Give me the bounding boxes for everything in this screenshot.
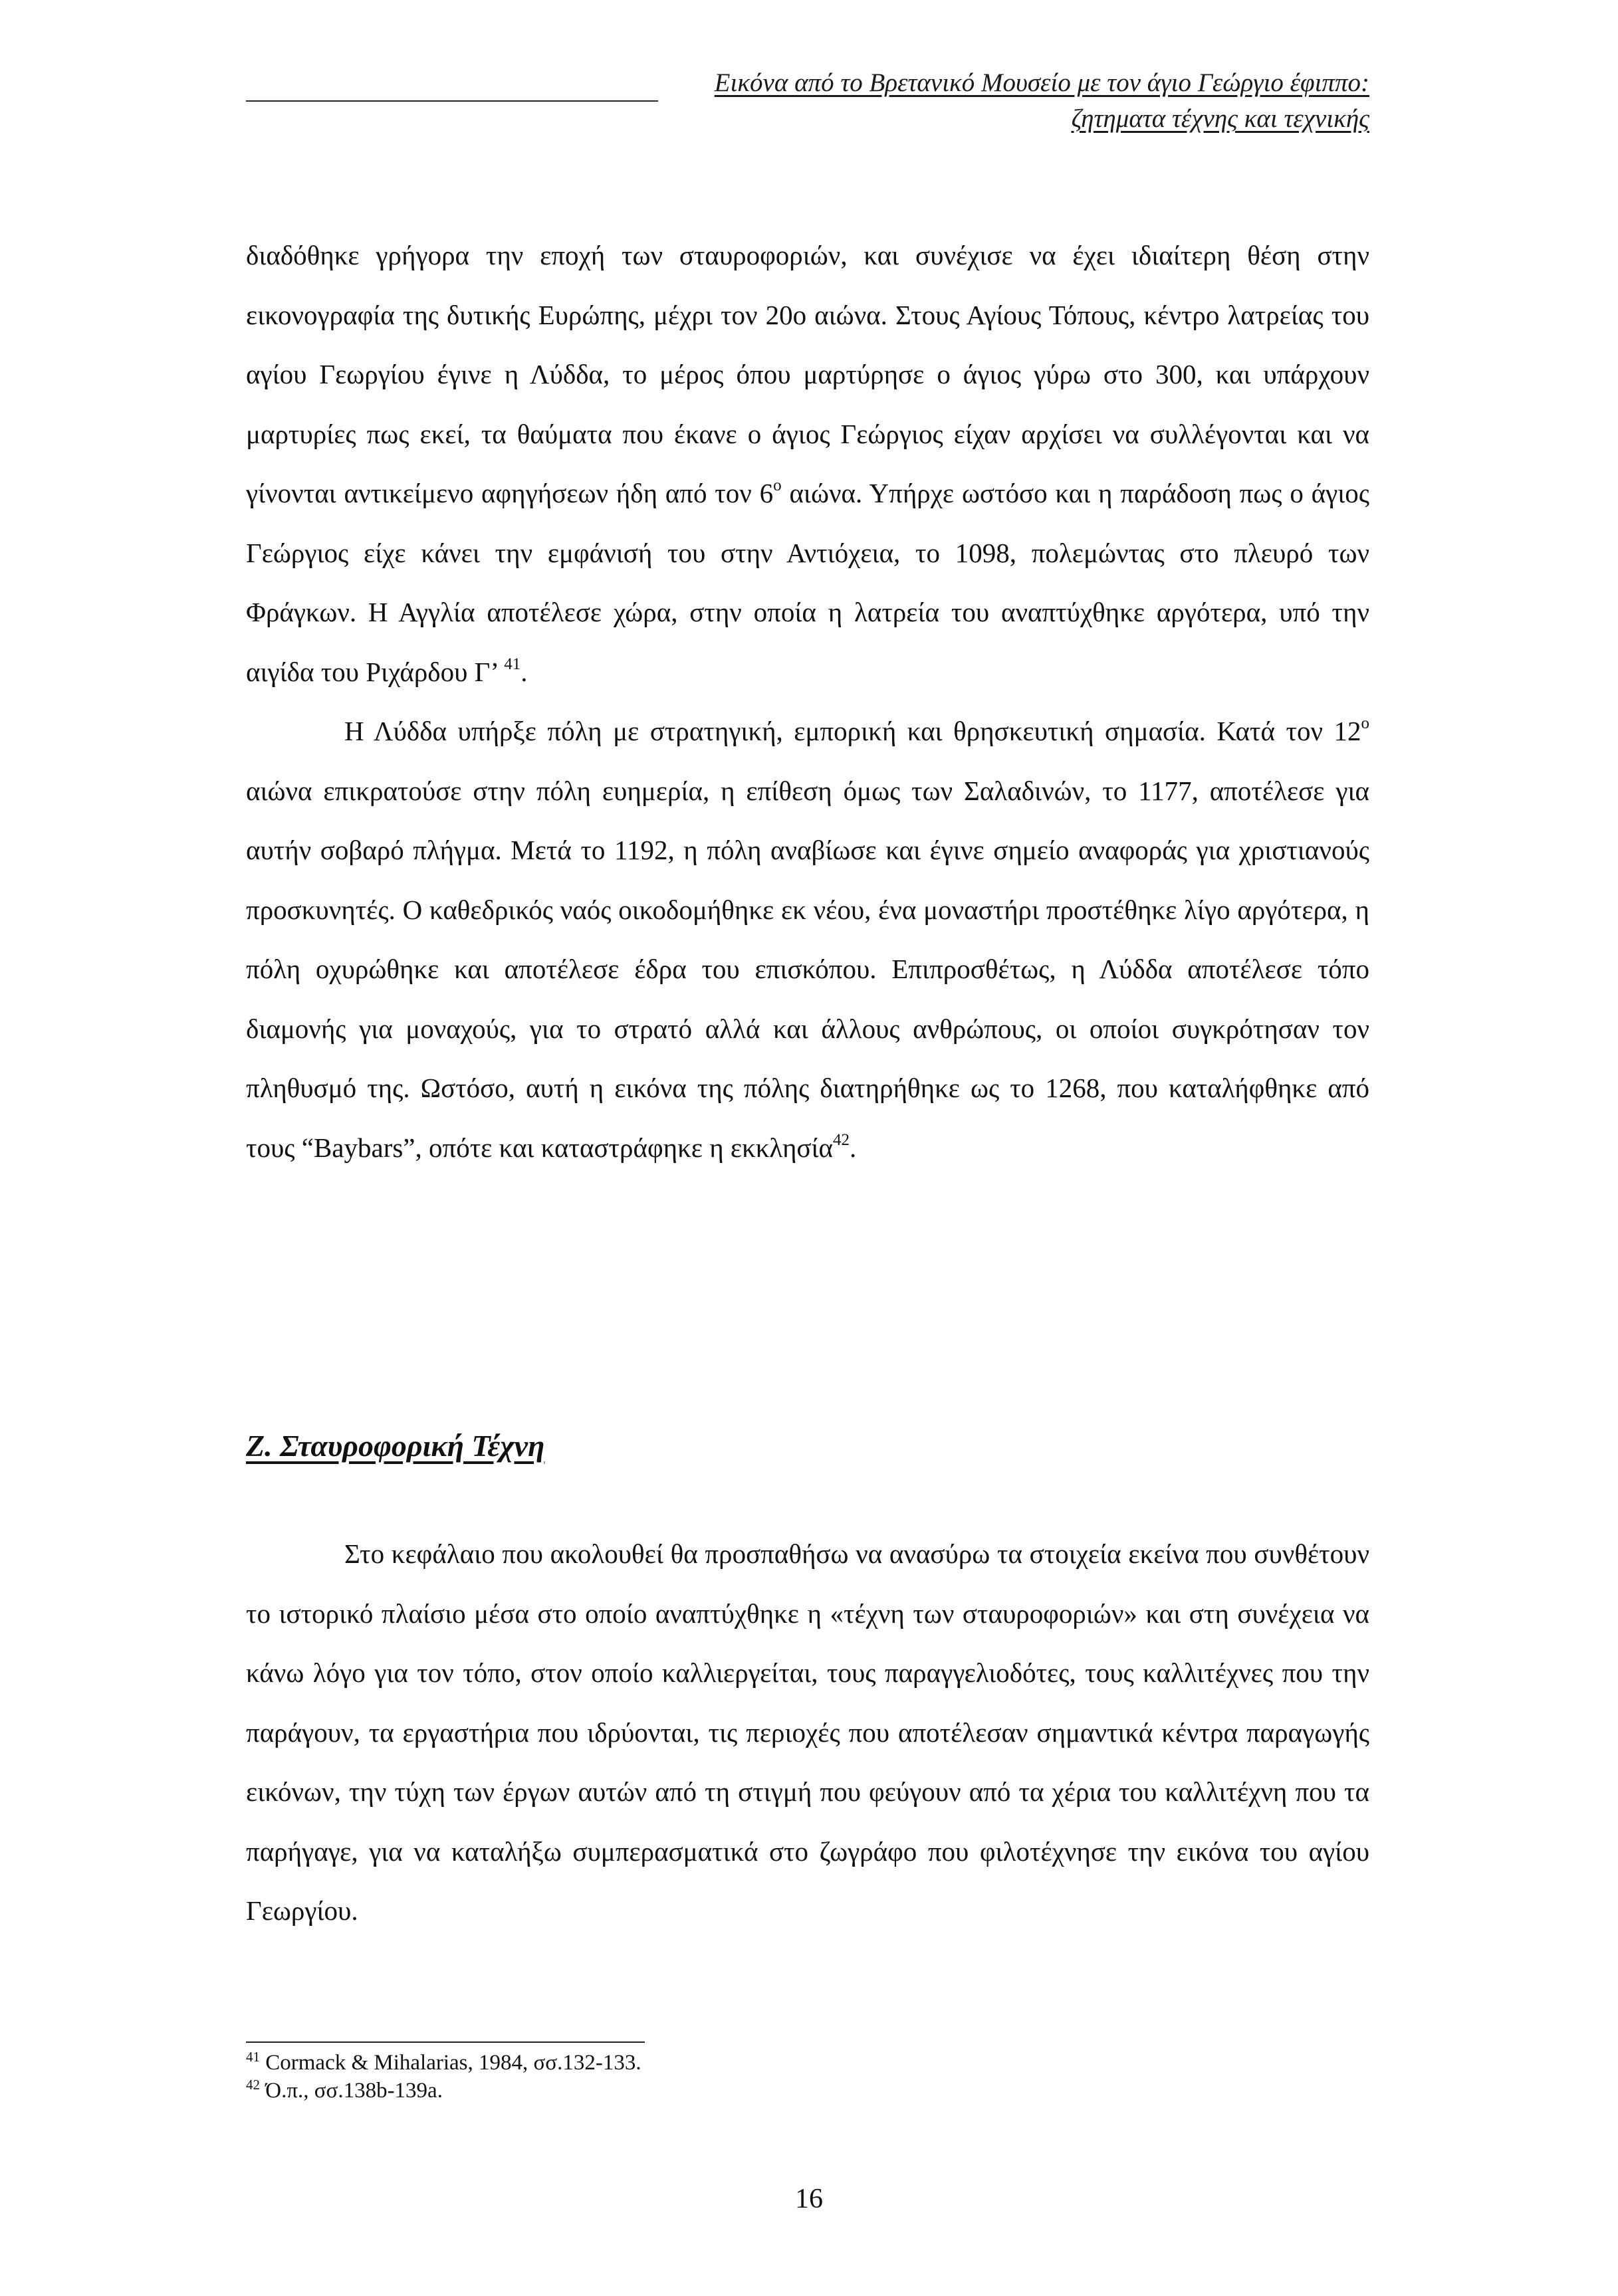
ordinal-superscript: ο [773, 476, 782, 494]
body-text-upper [246, 226, 1369, 1178]
footnote-41: $^{41}$ Cormack & Mihalarias, 1984, σσ.132-133. [246, 2049, 641, 2075]
header-rule [246, 100, 658, 102]
running-header-line-2: ζητηματα τέχνης και τεχνικής [1071, 104, 1369, 133]
page-number: 16 [795, 2184, 823, 2214]
running-header-line-1: Εικόνα από το Βρετανικό Μουσείο με τον άγιο Γεώργιο έφιππο: [714, 68, 1369, 97]
footnote-separator [246, 2041, 645, 2043]
body-text-lower [246, 1524, 1369, 1941]
footnote-number: 42 [246, 2077, 260, 2093]
paragraph-chapter-intro: Στο κεφάλαιο που ακολουθεί θα προσπαθήσω να ανασύρω τα στοιχεία εκείνα που συνθέτουν το ιστορικό πλαίσιο μέσα στο οποίο αναπτύχθηκε η «τέχνη των σταυροφοριών» και στη συνέχεια να κάνω λόγο για τον τόπο, στον οποίο καλλιεργείται, τους παραγγελιοδότες, τους καλλιτέχνες που την παράγουν, τα εργαστήρια που ιδρύονται, τις περιοχές που αποτέλεσαν σημαντικά κέντρα παραγωγής εικόνων, την τύχη των έργων αυτών από τη στιγμή που φεύγουν από τα χέρια του καλλιτέχνη που τα παρήγαγε, για να καταλήξω συμπερασματικά στο ζωγράφο που φιλοτέχνησε την εικόνα του αγίου Γεωργίου. [246, 1538, 1369, 1926]
footnote-number: 41 [246, 2049, 260, 2065]
footnote-ref-42[interactable]: 42 [833, 1130, 850, 1149]
footnote-42: $^{42}$ Ό.π., σσ.138b-139a. [246, 2077, 443, 2103]
ordinal-superscript: ο [1361, 714, 1369, 732]
footnotes [246, 2049, 641, 2105]
paragraph-lydda-cult: διαδόθηκε γρήγορα την εποχή των σταυροφοριών, και συνέχισε να έχει ιδιαίτερη θέση στην εικονογραφία της δυτικής Ευρώπης, μέχρι τον 20ο αιώνα. Στους Αγίους Τόπους, κέντρο λατρείας του αγίου Γεωργίου έγινε η Λύδδα, το μέρος όπου μαρτύρησε ο άγιος γύρω στο 300, και υπάρχουν μαρτυρίες πως εκεί, τα θαύματα που έκανε ο άγιος Γεώργιος είχαν αρχίσει να συλλέγονται και να γίνονται αντικείμενο αφηγήσεων ήδη από τον $6^o$ αιώνα. Υπήρχε ωστόσο και η παράδοση πως ο άγιος Γεώργιος είχε κάνει την εμφάνισή του στην Αντιόχεια, το 1098, πολεμώντας στο πλευρό των Φράγκων. Η Αγγλία αποτέλεσε χώρα, στην οποία η λατρεία του αναπτύχθηκε αργότερα, υπό την αιγίδα του Ριχάρδου Γ’ $^{41}$. [246, 240, 1370, 687]
section-heading: Ζ. Σταυροφορική Τέχνη [246, 1429, 545, 1463]
footnote-ref-41[interactable]: 41 [504, 655, 521, 673]
paragraph-lydda-city: Η Λύδδα υπήρξε πόλη με στρατηγική, εμπορική και θρησκευτική σημασία. Κατά τον $12^o$ αιώνα επικρατούσε στην πόλη ευημερία, η επίθεση όμως των Σαλαδινών, το 1177, αποτέλεσε για αυτήν σοβαρό πλήγμα. Μετά το 1192, η πόλη αναβίωσε και έγινε σημείο αναφοράς για χριστιανούς προσκυνητές. Ο καθεδρικός ναός οικοδομήθηκε εκ νέου, ένα μοναστήρι προστέθηκε λίγο αργότερα, η πόλη οχυρώθηκε και αποτέλεσε έδρα του επισκόπου. Επιπροσθέτως, η Λύδδα αποτέλεσε τόπο διαμονής για μοναχούς, για το στρατό αλλά και άλλους ανθρώπους, οι οποίοι συγκρότησαν τον πληθυσμό της. Ωστόσο, αυτή η εικόνα της πόλης διατηρήθηκε ως το 1268, που καταλήφθηκε από τους “Baybars”, οπότε και καταστράφηκε η εκκλησία$^{42}$. [246, 714, 1369, 1163]
